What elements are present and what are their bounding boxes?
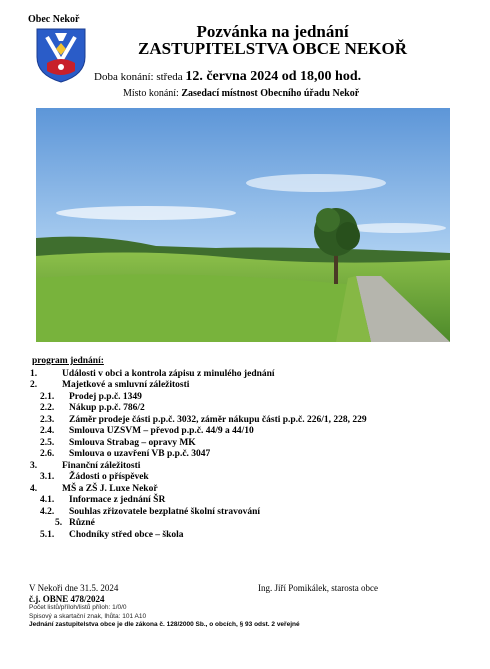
agenda-item-number: 4.2. — [40, 506, 55, 517]
document-metadata — [29, 604, 300, 630]
agenda-item-number: 5.1. — [40, 529, 55, 540]
agenda-item — [30, 460, 141, 472]
signature: Ing. Jiří Pomikálek, starosta obce — [258, 583, 378, 593]
agenda-item-number: 3.1. — [40, 472, 55, 482]
agenda-item — [30, 425, 254, 437]
date-label: Doba konání: středa — [94, 71, 183, 83]
agenda-item-text: Informace z jednání ŠR — [69, 495, 166, 505]
agenda-item — [30, 483, 158, 495]
agenda-item-text: Chodníky střed obce – škola — [69, 529, 184, 540]
landscape-photo — [36, 108, 450, 342]
agenda-item — [30, 414, 367, 426]
place-value: Zasedací místnost Obecního úřadu Nekoř — [181, 88, 360, 99]
agenda-item — [30, 494, 166, 506]
agenda-item-text: Finanční záležitosti — [62, 460, 141, 471]
agenda-item — [30, 379, 190, 391]
agenda-item-number: 2.2. — [40, 403, 55, 413]
meta-line: Jednání zastupitelstva obce je dle zákona č. 128/2000 Sb., o obcích, § 93 odst. 2 veřejné — [29, 621, 300, 628]
agenda-item-text: Souhlas zřizovatele bezplatné školní stravování — [69, 506, 261, 517]
agenda-heading: program jednání: — [32, 356, 104, 366]
title-line-2: ZASTUPITELSTVA OBCE NEKOŘ — [138, 39, 407, 58]
meeting-date — [94, 69, 361, 85]
agenda-item — [30, 437, 196, 449]
agenda-item-number: 2.6. — [40, 449, 55, 459]
agenda-item-text: Smlouva o uzavření VB p.p.č. 3047 — [69, 449, 211, 459]
agenda-item — [30, 402, 145, 414]
agenda-item — [30, 529, 184, 541]
agenda-item-number: 1. — [30, 368, 38, 379]
agenda-item-text: Prodej p.p.č. 1349 — [69, 391, 142, 402]
agenda-section — [30, 355, 367, 540]
agenda-item-number: 4.1. — [40, 495, 55, 505]
meta-line: Počet listů/příloh/listů příloh: 1/0/0 — [29, 604, 127, 611]
agenda-item-number: 2.5. — [40, 437, 55, 448]
agenda-item-number: 5. — [55, 518, 63, 528]
agenda-item-text: Smlouva Strabag – opravy MK — [69, 437, 196, 448]
agenda-item-number: 3. — [30, 460, 38, 471]
footer-left — [29, 583, 118, 604]
agenda-item-text: MŠ a ZŠ J. Luxe Nekoř — [62, 483, 158, 494]
agenda-list — [30, 368, 367, 541]
agenda-item — [30, 471, 149, 483]
agenda-item — [30, 368, 275, 380]
agenda-item-text: Různé — [69, 518, 95, 528]
agenda-item-number: 2.1. — [40, 391, 55, 402]
agenda-item — [30, 448, 211, 460]
agenda-item-text: Události v obci a kontrola zápisu z minulého jednání — [62, 368, 275, 379]
place-date: V Nekoři dne 31.5. 2024 — [29, 583, 119, 593]
agenda-item-text: Smlouva UZSVM – převod p.p.č. 44/9 a 44/10 — [69, 426, 254, 436]
agenda-item-number: 2.4. — [40, 426, 55, 436]
agenda-item — [30, 506, 261, 518]
agenda-item-text: Majetkové a smluvní záležitosti — [62, 380, 190, 390]
agenda-item-text: Žádosti o příspěvek — [69, 472, 149, 482]
agenda-item-text: Nákup p.p.č. 786/2 — [69, 403, 145, 413]
meeting-place — [123, 88, 359, 99]
title-line-1: Pozvánka na jednání — [196, 22, 349, 41]
meta-line: Spisový a skartační znak, lhůta: 101 A10 — [29, 612, 147, 620]
agenda-item-number: 2. — [30, 380, 38, 390]
place-label: Místo konání: — [123, 88, 182, 99]
date-value: 12. června 2024 od 18,00 hod. — [185, 69, 362, 84]
org-name: Obec Nekoř — [28, 14, 80, 25]
agenda-item-number: 2.3. — [40, 414, 55, 425]
reference-number: č.j. OBNE 478/2024 — [29, 593, 105, 604]
agenda-item-text: Záměr prodeje části p.p.č. 3032, záměr nákupu části p.p.č. 226/1, 228, 229 — [69, 414, 367, 425]
agenda-item — [30, 391, 142, 403]
agenda-item — [30, 517, 104, 529]
agenda-item-number: 4. — [30, 483, 38, 494]
